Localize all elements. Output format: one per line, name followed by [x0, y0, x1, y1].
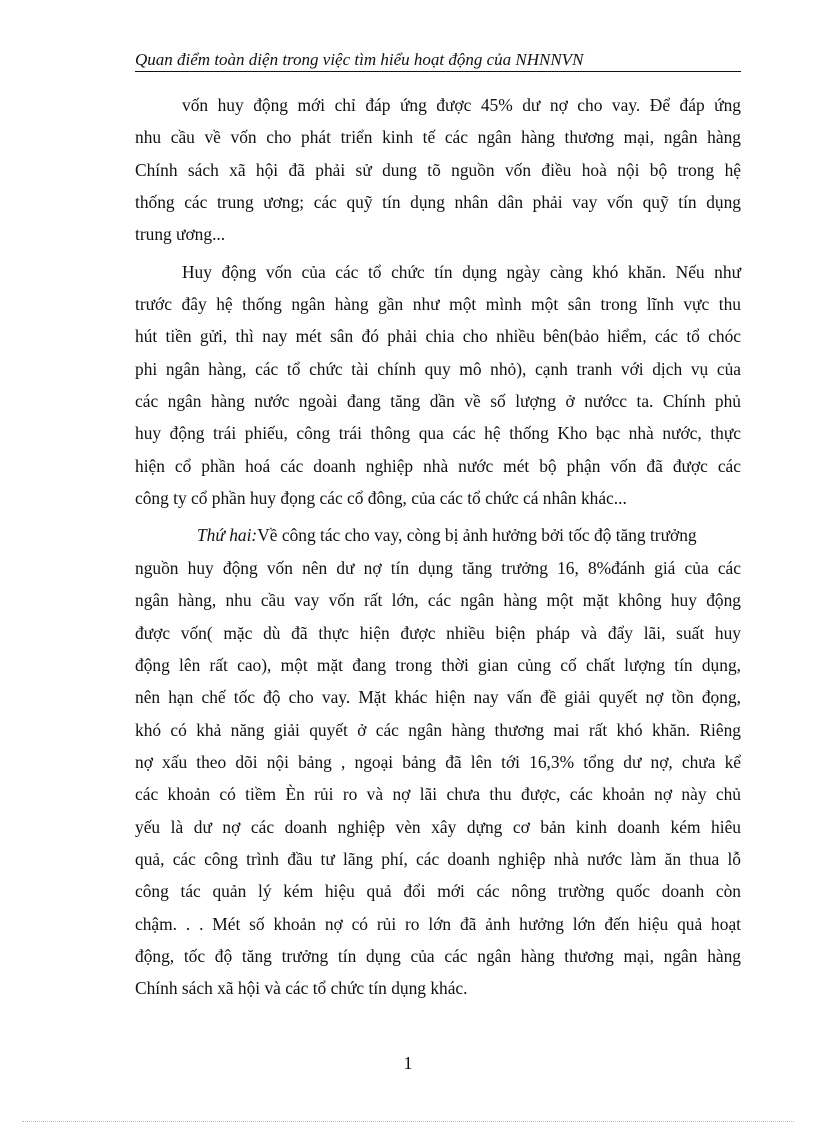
text-line: quả, các công trình đầu tư lãng phí, các doanh nghiệp nhà nước làm ăn thua lỗ — [135, 848, 741, 869]
text-line: nợ xấu theo dõi nội bảng , ngoại bảng đã lên tới 16,3% tổng dư nợ, chưa kể — [135, 751, 741, 772]
text-line: động, tốc độ tăng trưởng tín dụng của các ngân hàng thương mại, ngân hàng — [135, 945, 741, 966]
page-number: 1 — [403, 1053, 413, 1073]
text-line: khó có khả năng giải quyết ở các ngân hàng thương mai rất khó khăn. Riêng — [135, 719, 741, 740]
body-text — [135, 89, 741, 1005]
text-line: công tác quản lý kém hiệu quả đổi mới các nông trường quốc doanh còn — [135, 881, 741, 902]
text-line — [135, 519, 741, 551]
text-line: công ty cổ phần huy đọng các cổ đông, của các tổ chức cá nhân khác... — [135, 488, 627, 509]
paragraph-lead: Thứ hai: — [197, 525, 258, 546]
text-line: hiện cổ phần hoá các doanh nghiệp nhà nước mét bộ phận vốn đã được các — [135, 455, 741, 476]
text-line: Chính sách xã hội và các tổ chức tín dụng khác. — [135, 978, 468, 999]
text-span: Về công tác cho vay, còng bị ảnh hưởng bởi tốc độ tăng trưởng — [257, 525, 697, 546]
text-line: các ngân hàng nước ngoài đang tăng dần về số lượng ở nướcc ta. Chính phủ — [135, 391, 741, 412]
page-bottom-edge — [22, 1121, 794, 1122]
text-line: được vốn( mặc dù đã thực hiện được nhiều biện pháp và đẩy lãi, suất huy — [135, 622, 741, 643]
text-line: yếu là dư nợ các doanh nghiệp vèn xây dựng cơ bản kinh doanh kém hiêu — [135, 816, 741, 837]
text-line: các khoản có tiềm Èn rủi ro và nợ lãi chưa thu được, các khoản nợ này chủ — [135, 784, 741, 805]
text-line: phi ngân hàng, các tổ chức tài chính quy mô nhỏ), cạnh tranh với dịch vụ của — [135, 358, 741, 379]
text-line: nên hạn chế tốc độ cho vay. Mặt khác hiện nay vấn đề giải quyết nợ tồn đọng, — [135, 687, 741, 708]
text-line: Chính sách xã hội đã phải sử dung tõ nguồn vốn điều hoà nội bộ trong hệ — [135, 159, 741, 180]
text-line: Huy động vốn của các tổ chức tín dụng ngày càng khó khăn. Nếu như — [182, 261, 741, 282]
text-line: thống các trung ương; các quỹ tín dụng nhân dân phải vay vốn quỹ tín dụng — [135, 192, 741, 213]
text-line: hút tiền gửi, thì nay mét sân đó phải chia cho nhiều bên(bảo hiểm, các tổ chóc — [135, 326, 741, 347]
header-rule — [135, 71, 741, 72]
text-line: ngân hàng, nhu cầu vay vốn rất lớn, các ngân hàng một mặt không huy động — [135, 590, 741, 611]
paragraph-2 — [135, 256, 741, 515]
paragraph-3 — [135, 519, 741, 1004]
text-line: nguồn huy động vốn nên dư nợ tín dụng tăng trưởng 16, 8%đánh giá của các — [135, 557, 741, 578]
text-line: chậm. . . Mét số khoản nợ có rủi ro lớn đã ảnh hưởng lớn đến hiệu quả hoạt — [135, 913, 741, 934]
text-line: nhu cầu về vốn cho phát triển kinh tế các ngân hàng thương mại, ngân hàng — [135, 127, 741, 148]
text-line: vốn huy động mới chỉ đáp ứng được 45% dư nợ cho vay. Để đáp ứng — [182, 95, 741, 115]
paragraph-1 — [135, 89, 741, 251]
running-header: Quan điểm toàn diện trong việc tìm hiểu hoạt động của NHNNVN — [135, 50, 584, 69]
text-line: huy động trái phiếu, công trái thông qua các hệ thống Kho bạc nhà nước, thực — [135, 423, 741, 444]
text-line: trung ương... — [135, 224, 226, 245]
text-line: trước đây hệ thống ngân hàng gần như một mình một sân trong lĩnh vực thu — [135, 294, 741, 315]
text-line: động lên rất cao), một mặt đang trong thời gian củng cố chất lượng tín dụng, — [135, 654, 741, 675]
